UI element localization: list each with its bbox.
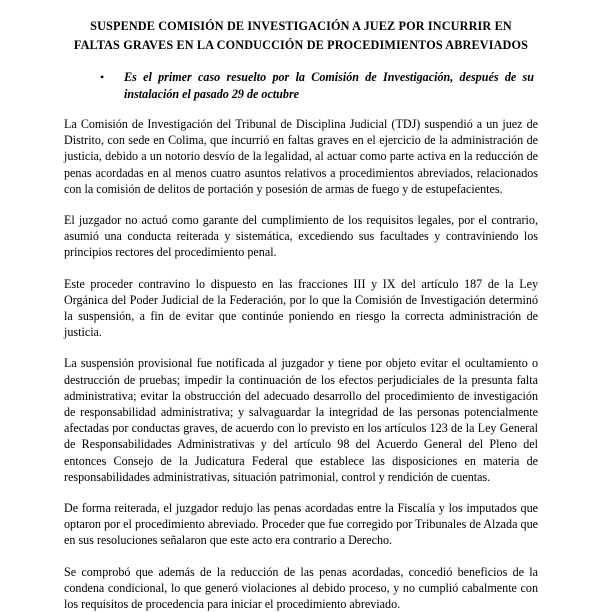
bullet-item-text: Es el primer caso resuelto por la Comisión de Investigación, después de su instalación el pasado 29 de octubre [124,70,534,101]
paragraph-5: De forma reiterada, el juzgador redujo las penas acordadas entre la Fiscalía y los imputados que optaron por el procedimiento abreviado. Proceder que fue corregido por Tribunales de Alzada que en sus resoluciones señalaron que este acto era contrario a Derecho. [64,501,538,548]
paragraph-1: La Comisión de Investigación del Tribunal de Disciplina Judicial (TDJ) suspendió a un juez de Distrito, con sede en Colima, que incurrió en faltas graves en el ejercicio de la administración de justicia, debido a un notorio desvío de la legalidad, al actuar como parte activa en la reducción de penas acordadas en al menos cuatro asuntos relativos a procedimientos abreviados, relacionados con la comisión de delitos de portación y posesión de armas de fuego y de estupefacientes. [64,117,538,196]
document-body [64,116,538,612]
paragraph-2: El juzgador no actuó como garante del cumplimiento de los requisitos legales, por el contrario, asumió una conducta reiterada y sistemática, excediendo sus facultades y contraviniendo los principios rectores del procedimiento penal. [64,213,538,260]
highlight-bullet-list [64,69,538,103]
paragraph-3: Este proceder contravino lo dispuesto en las fracciones III y IX del artículo 187 de la Ley Orgánica del Poder Judicial de la Federación, por lo que la Comisión de Investigación determinó la suspensión, a fin de evitar que continúe poniendo en riesgo la correcta administración de justicia. [64,276,538,340]
paragraph-4: La suspensión provisional fue notificada al juzgador y tiene por objeto evitar el ocultamiento o destrucción de pruebas; impedir la continuación de los efectos perjudiciales de la presunta falta administrativa; evitar la obstrucción del adecuado desarrollo del procedimiento de investigación de responsabilidad administrativa; y salvaguardar la integridad de las personas potencialmente afectadas por conductas graves, de acuerdo con lo previsto en los artículos 123 de la Ley General de Responsabilidades Administrativas y del artículo 98 del Acuerdo General del Pleno del entonces Consejo de la Judicatura Federal que establece las disposiciones en materia de responsabilidades administrativas, situación patrimonial, control y rendición de cuentas. [64,356,538,484]
page-title-line-2: GRAVES EN LA CONDUCCIÓN DE PROCEDIMIENTOS ABREVIADOS [123,38,529,52]
paragraph-6: Se comprobó que además de la reducción de las penas acordadas, concedió beneficios de la condena condicional, lo que generó violaciones al debido proceso, y no cumplió cabalmente con los requisitos de procedencia para iniciar el procedimiento abreviado. [64,564,538,612]
page-title-line-1: SUSPENDE COMISIÓN DE INVESTIGACIÓN A JUEZ POR INCURRIR EN FALTAS [73,19,512,52]
list-item [64,69,538,103]
page-title [64,17,538,55]
bullet-point-icon: • [100,70,105,84]
